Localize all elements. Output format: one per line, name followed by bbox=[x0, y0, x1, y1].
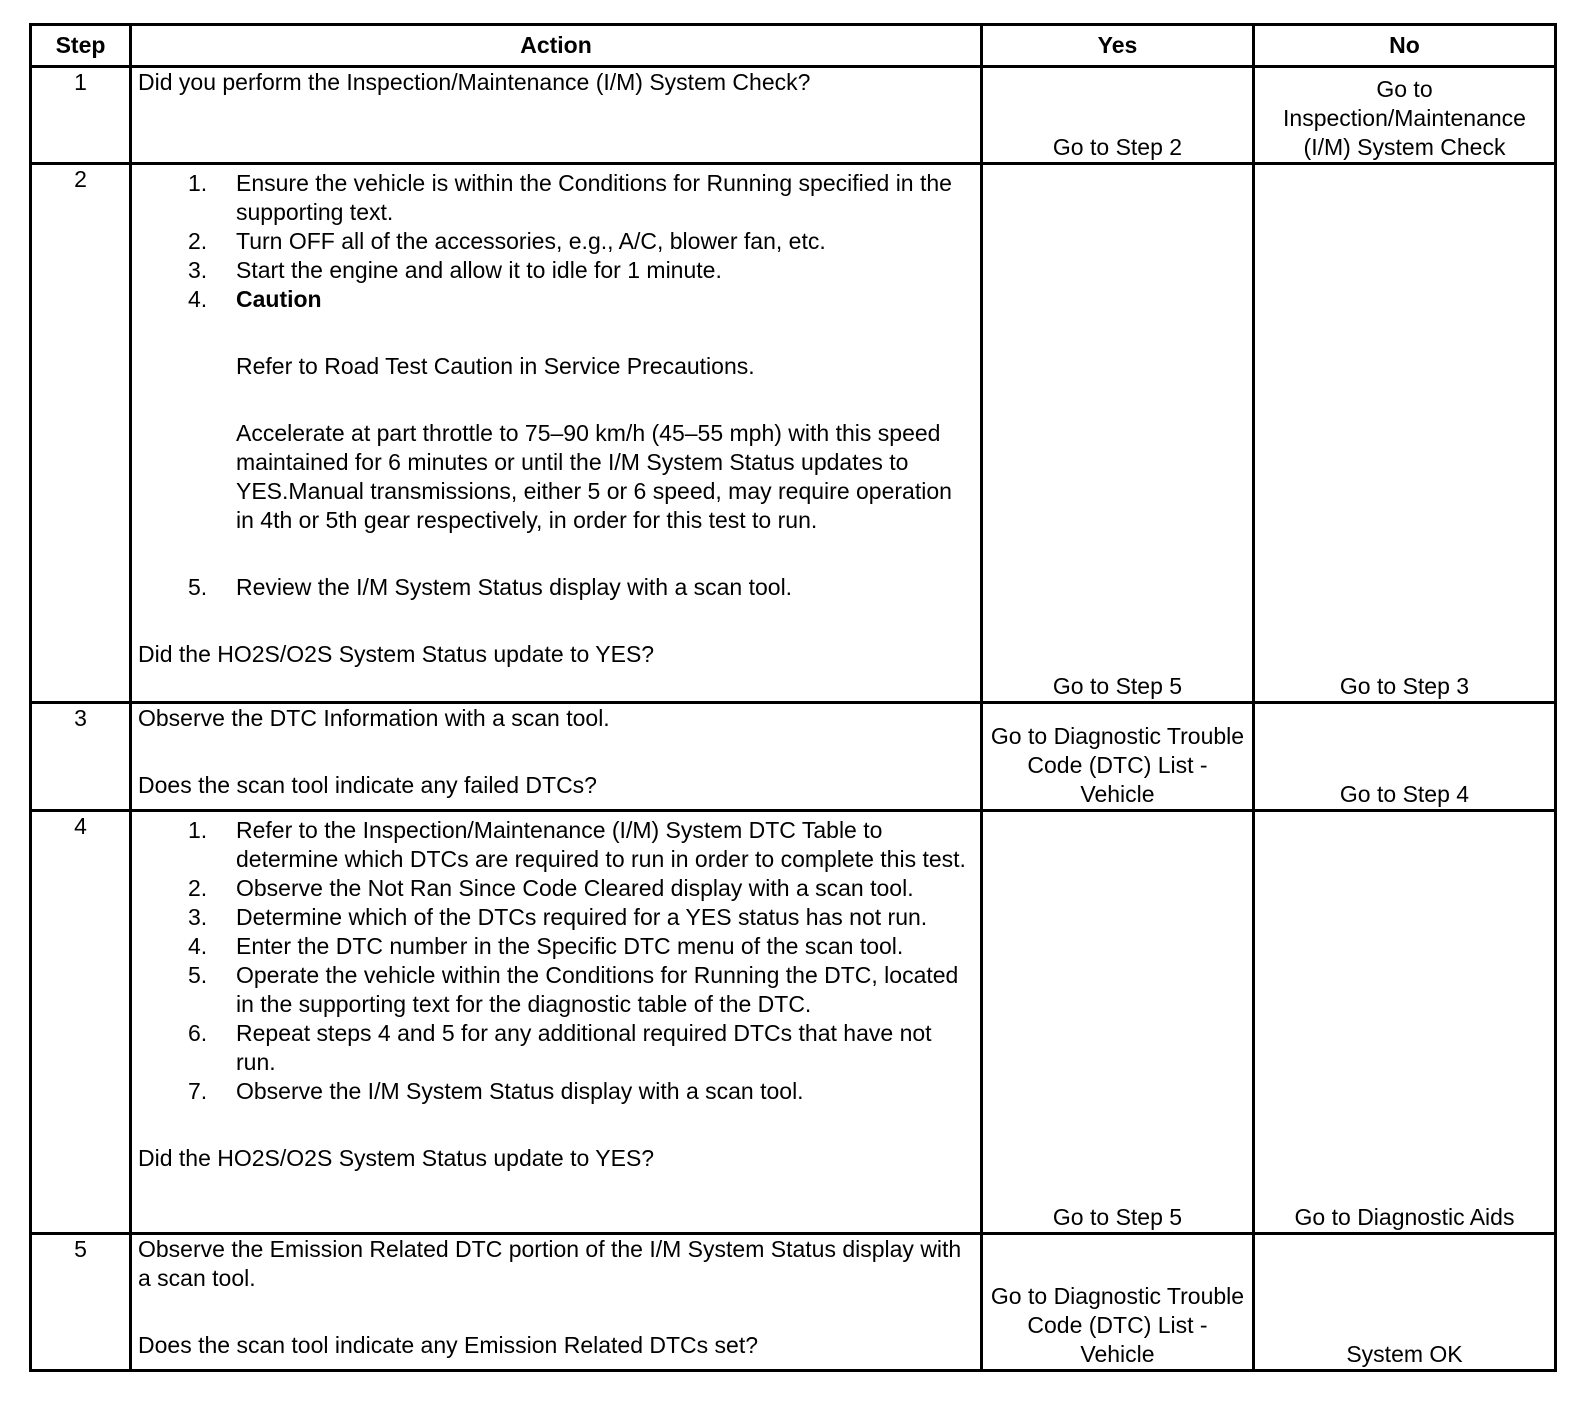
caution-instruction: Accelerate at part throttle to 75–90 km/h (45–55 mph) with this speed maintained for 6 minutes or until the I/M System Status updates to YES.Manual transmissions, either 5 or 6 speed, may require operation in 4th or 5th gear respectively, in order for this test to run. bbox=[236, 420, 952, 533]
action-cell bbox=[131, 811, 982, 1234]
table-row bbox=[31, 67, 1556, 164]
list-item: 5. Operate the vehicle within the Conditions for Running the DTC, located in the supporting text for the diagnostic table of the DTC. bbox=[188, 962, 959, 1017]
header-row bbox=[31, 25, 1556, 67]
list-item: 2. Observe the Not Ran Since Code Cleared display with a scan tool. bbox=[188, 875, 914, 901]
list-item: 1. Ensure the vehicle is within the Conditions for Running specified in the supporting text. bbox=[188, 170, 952, 225]
diagnostic-table bbox=[29, 23, 1557, 1372]
table-row bbox=[31, 811, 1556, 1234]
no-cell bbox=[1254, 164, 1556, 703]
yes-link[interactable]: Go to Step 5 bbox=[1052, 673, 1183, 699]
yes-cell bbox=[982, 164, 1254, 703]
list-item: 3. Start the engine and allow it to idle for 1 minute. bbox=[188, 257, 722, 283]
action-cell bbox=[131, 67, 982, 164]
list-item: 6. Repeat steps 4 and 5 for any additional required DTCs that have not run. bbox=[188, 1020, 932, 1075]
list-item: 4. Caution bbox=[188, 286, 322, 312]
no-link[interactable]: Go to Inspection/Maintenance (I/M) System Check bbox=[1283, 76, 1526, 160]
action-text: Observe the Emission Related DTC portion of the I/M System Status display with a scan tool. bbox=[138, 1236, 962, 1291]
list-item: 5. Review the I/M System Status display with a scan tool. bbox=[188, 574, 793, 600]
step-number: 1 bbox=[31, 67, 131, 164]
step-number: 4 bbox=[31, 811, 131, 1234]
caution-note: Refer to Road Test Caution in Service Precautions. bbox=[236, 353, 755, 379]
list-item: 2. Turn OFF all of the accessories, e.g., A/C, blower fan, etc. bbox=[188, 228, 826, 254]
no-cell bbox=[1254, 1234, 1556, 1371]
yes-cell bbox=[982, 1234, 1254, 1371]
header-action: Action bbox=[131, 25, 982, 67]
action-steps-list bbox=[138, 816, 974, 1106]
no-cell bbox=[1254, 703, 1556, 811]
yes-link[interactable]: Go to Diagnostic Trouble Code (DTC) List - Vehicle bbox=[990, 1283, 1245, 1367]
no-link[interactable]: Go to Step 3 bbox=[1339, 673, 1470, 699]
caution-label: Caution bbox=[236, 286, 322, 312]
yes-link[interactable]: Go to Step 5 bbox=[1052, 1204, 1183, 1230]
no-link[interactable]: System OK bbox=[1346, 1341, 1463, 1367]
action-text: Observe the DTC Information with a scan tool. bbox=[138, 705, 610, 731]
table-row bbox=[31, 703, 1556, 811]
header-no: No bbox=[1254, 25, 1556, 67]
action-cell bbox=[131, 703, 982, 811]
yes-link[interactable]: Go to Diagnostic Trouble Code (DTC) List - Vehicle bbox=[990, 723, 1245, 807]
list-item: 7. Observe the I/M System Status display with a scan tool. bbox=[188, 1078, 804, 1104]
no-link[interactable]: Go to Diagnostic Aids bbox=[1294, 1204, 1515, 1230]
table-row bbox=[31, 164, 1556, 703]
no-cell bbox=[1254, 811, 1556, 1234]
list-item: 4. Enter the DTC number in the Specific DTC menu of the scan tool. bbox=[188, 933, 904, 959]
yes-cell bbox=[982, 67, 1254, 164]
header-step: Step bbox=[31, 25, 131, 67]
step-number: 5 bbox=[31, 1234, 131, 1371]
no-link[interactable]: Go to Step 4 bbox=[1339, 781, 1470, 807]
yes-cell bbox=[982, 811, 1254, 1234]
action-question: Does the scan tool indicate any failed DTCs? bbox=[138, 772, 597, 798]
action-question: Does the scan tool indicate any Emission Related DTCs set? bbox=[138, 1332, 759, 1358]
list-item: 1. Refer to the Inspection/Maintenance (I/M) System DTC Table to determine which DTCs are required to run in order to complete this test. bbox=[188, 817, 966, 872]
step-number: 3 bbox=[31, 703, 131, 811]
table-row bbox=[31, 1234, 1556, 1371]
action-question: Did the HO2S/O2S System Status update to YES? bbox=[138, 641, 655, 667]
action-question: Did the HO2S/O2S System Status update to YES? bbox=[138, 1145, 655, 1171]
action-steps-list bbox=[138, 169, 974, 314]
action-steps-list bbox=[138, 573, 974, 602]
yes-link[interactable]: Go to Step 2 bbox=[1052, 134, 1183, 160]
list-item: 3. Determine which of the DTCs required for a YES status has not run. bbox=[188, 904, 928, 930]
header-yes: Yes bbox=[982, 25, 1254, 67]
action-cell bbox=[131, 164, 982, 703]
action-cell bbox=[131, 1234, 982, 1371]
yes-cell bbox=[982, 703, 1254, 811]
action-text: Did you perform the Inspection/Maintenance (I/M) System Check? bbox=[138, 69, 811, 95]
no-cell bbox=[1254, 67, 1556, 164]
step-number: 2 bbox=[31, 164, 131, 703]
